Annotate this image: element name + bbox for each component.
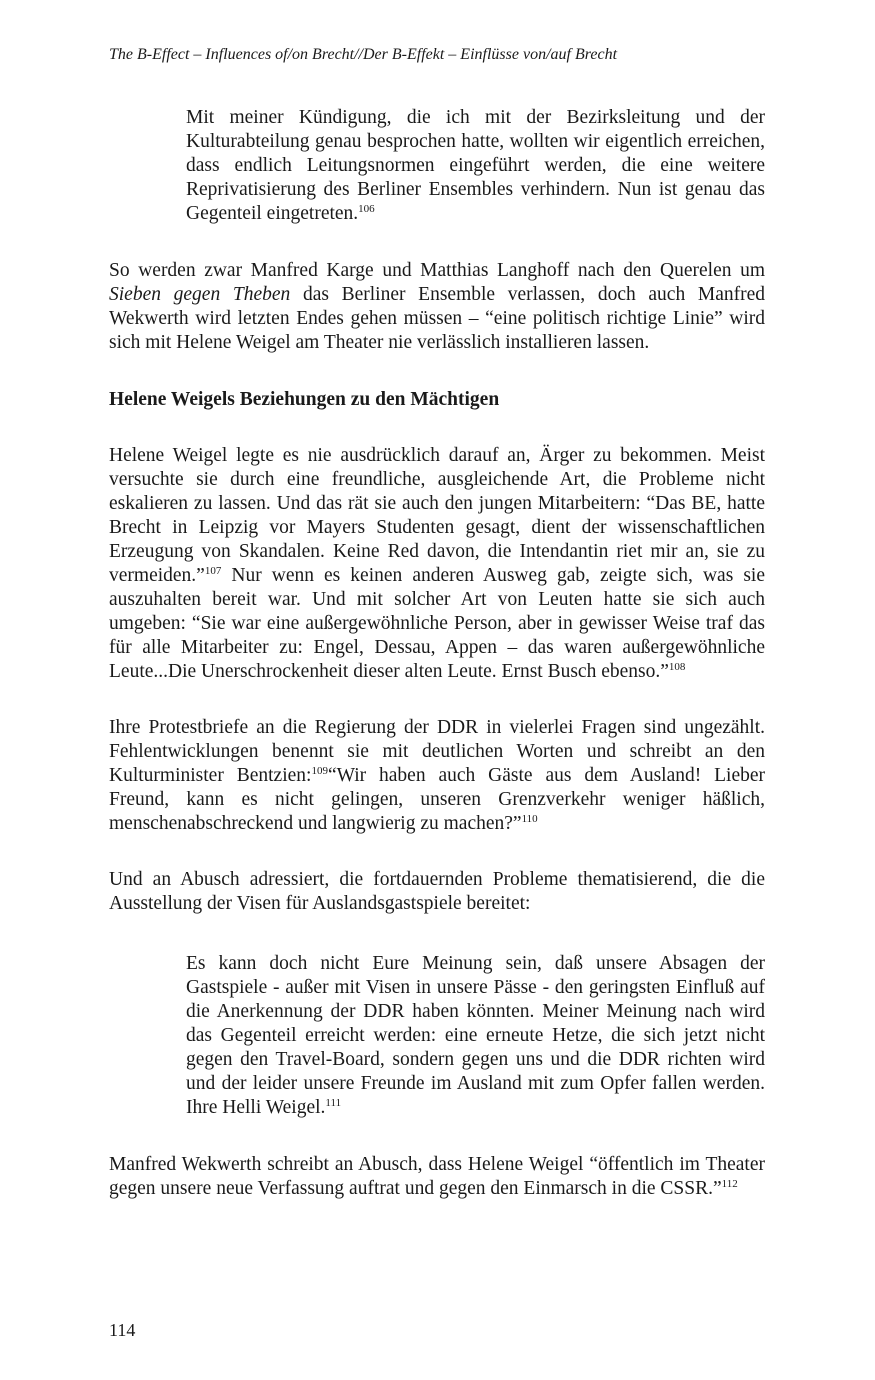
paragraph-protestbriefe <box>109 716 765 836</box>
play-title: Sieben gegen Theben <box>109 284 291 305</box>
section-heading: Helene Weigels Beziehungen zu den Mächtigen <box>109 389 500 410</box>
running-head: The B-Effect – Influences of/on Brecht//Der B-Effekt – Einflüsse von/auf Brecht <box>109 46 618 63</box>
paragraph-text: das Berliner Ensemble verlassen, doch auch Manfred Wekwerth wird letzten Endes gehen müssen – “eine politisch richtige Linie” wird sich mit Helene Weigel am Theater nie verlässlich installieren lassen. <box>109 284 765 353</box>
block-quote-kuendigung <box>186 106 765 226</box>
footnote-ref-110[interactable]: 110 <box>521 813 538 825</box>
footnote-ref-109[interactable]: 109 <box>311 765 328 777</box>
block-quote-visen <box>186 952 765 1120</box>
paragraph-karge-langhoff <box>109 259 765 355</box>
paragraph-text: Manfred Wekwerth schreibt an Abusch, dass Helene Weigel “öffentlich im Theater gegen unsere neue Verfassung auftrat und gegen den Einmarsch in die CSSR.” <box>109 1154 765 1199</box>
quote-text: Mit meiner Kündigung, die ich mit der Bezirksleitung und der Kulturabteilung genau besprochen hatte, wollten wir eigentlich erreichen, dass endlich Leitungsnormen eingeführt werden, die eine weitere Reprivatisierung des Berliner Ensembles verhindern. Nun ist genau das Gegenteil eingetreten. <box>186 107 765 224</box>
page-number: 114 <box>109 1320 136 1340</box>
paragraph-text: Helene Weigel legte es nie ausdrücklich darauf an, Ärger zu bekommen. Meist versuchte sie durch eine freundliche, ausgleichende Art, die Probleme nicht eskalieren zu lassen. Und das rät sie auch den jungen Mitarbeitern: “Das BE, hatte Brecht in Leipzig vor Mayers Studenten gesagt, dient der wissenschaftlichen Erzeugung von Skandalen. Keine Red davon, die Intendantin riet mir an, sie zu vermeiden.” <box>109 445 765 586</box>
paragraph-weigel-aerger <box>109 444 765 684</box>
paragraph-text: So werden zwar Manfred Karge und Matthias Langhoff nach den Querelen um <box>109 260 765 281</box>
paragraph-wekwerth <box>109 1153 765 1201</box>
footnote-ref-108[interactable]: 108 <box>668 661 686 673</box>
footnote-ref-111[interactable]: 111 <box>325 1097 342 1109</box>
footnote-ref-107[interactable]: 107 <box>204 565 222 577</box>
footnote-ref-112[interactable]: 112 <box>721 1178 738 1190</box>
paragraph-text: “Wir haben auch Gäste aus dem Ausland! Lieber Freund, kann es nicht gelingen, unseren Grenzverkehr weniger häßlich, menschenabschreckend und langwierig zu machen?” <box>109 765 765 834</box>
paragraph-text: Und an Abusch adressiert, die fortdauernden Probleme thematisierend, die die Ausstellung der Visen für Auslandsgastspiele bereitet: <box>109 869 765 914</box>
page-body <box>109 106 765 1201</box>
footnote-ref-106[interactable]: 106 <box>358 203 375 215</box>
paragraph-abusch <box>109 868 765 916</box>
paragraph-text: Ihre Protestbriefe an die Regierung der DDR in vielerlei Fragen sind ungezählt. Fehlentwicklungen benennt sie mit deutlichen Worten und schreibt an den Kulturminister Bentzien: <box>109 717 765 786</box>
paragraph-text: Nur wenn es keinen anderen Ausweg gab, zeigte sich, was sie auszuhalten bereit war. Und mit solcher Art von Leuten hatte sie sich auch umgeben: “Sie war eine außergewöhnliche Person, aber in gewisser Weise traf das für alle Mitarbeiter zu: Engel, Dessau, Appen – das waren außergewöhnliche Leute...Die Unerschrockenheit dieser alten Leute. Ernst Busch ebenso.” <box>109 565 765 682</box>
quote-text: Es kann doch nicht Eure Meinung sein, daß unsere Absagen der Gastspiele - außer mit Visen in unsere Pässe - den geringsten Einfluß auf die Anerkennung der DDR haben könnten. Meiner Meinung nach wird das Gegenteil erreicht werden: eine erneute Hetze, die sich jetzt nicht gegen den Travel-Board, sondern gegen uns und die DDR richten wird und der leider unsere Freunde im Ausland mit zum Opfer fallen werden. Ihre Helli Weigel. <box>186 953 765 1118</box>
